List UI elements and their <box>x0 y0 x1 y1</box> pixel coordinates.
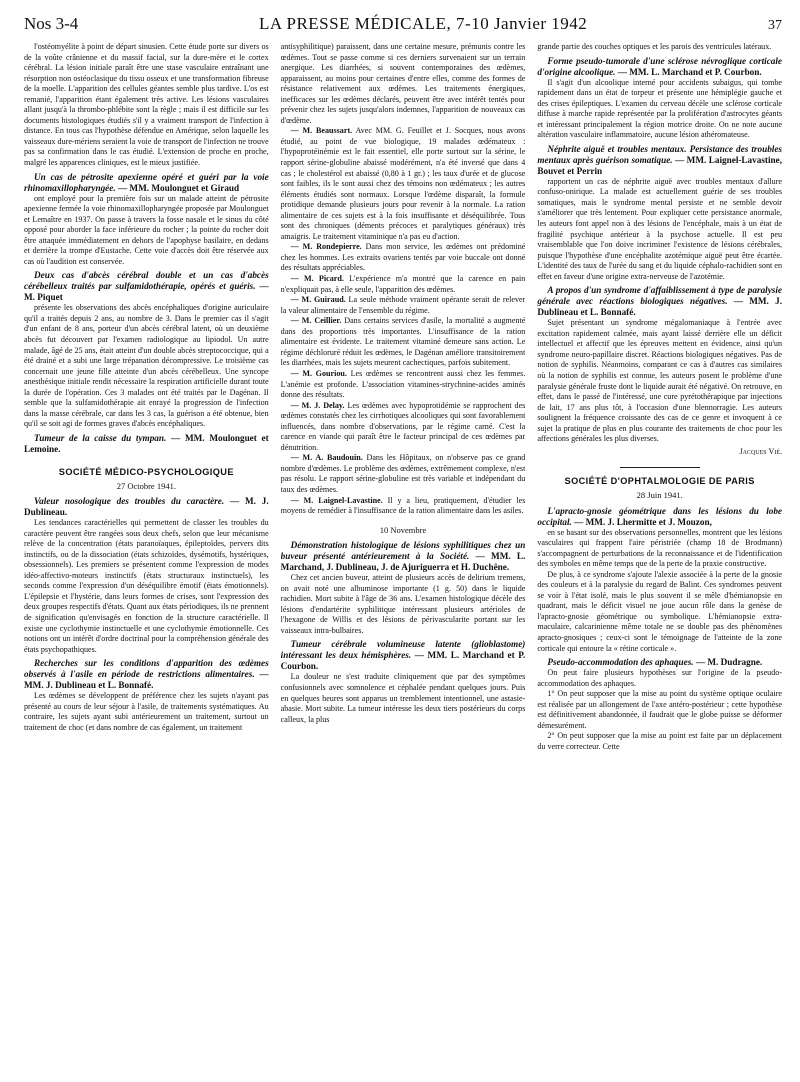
article-heading <box>537 144 782 177</box>
article-authors: — MM. L. Marchand et P. Courbon. <box>617 66 762 77</box>
paragraph: en se basant sur des observations personnelles, montrent que les lésions vasculaires qui frappent l'aire péristriée (champ 18 de Brodmann) s'accompagnent de perturbations de la reconnaissance et de l'identification des symboles en même temps que de la perte de la praxie constructive. <box>537 527 783 569</box>
article-title: Recherches sur les conditions d'apparition des œdèmes observés à l'asile en période de restrictions alimentaires. <box>24 658 269 680</box>
paragraph-text: Les œdèmes se rencontrent aussi chez les femmes. L'anémie est profonde. L'association vitamines-strychnine-acides aminés donne des résultats. <box>280 368 526 400</box>
text-columns <box>24 42 782 1082</box>
article-heading <box>537 285 782 318</box>
speaker-note: Avec MM. G. Feuillet et J. Socques, <box>355 126 484 136</box>
society-heading: SOCIÉTÉ D'OPHTALMOLOGIE DE PARIS <box>564 476 755 487</box>
column-1 <box>24 42 269 1082</box>
speaker: — M. Rondepierre. <box>290 242 362 252</box>
speaker: — M. A. Baudouin. <box>290 453 363 463</box>
paragraph: 2° On peut supposer que la mise au point est faite par un déplacement du verre correcteur. Cette <box>537 731 783 751</box>
paragraph: grande partie des couches optiques et les parois des ventricules latéraux. <box>537 42 772 51</box>
paragraph: ont employé pour la première fois sur un malade atteint de pétrosite apexienne fermée la voie rhinomaxillopharyngée proposée par Moulonguet et Lemaître en 1937. On passe à travers la fosse nasale et le sinus du côté opposé pour aborder la face inférieure du rocher ; la pointe du rocher doit être attaquée immédiatement en dehors de l'apophyse basilaire, en dedans et derrière la trompe d'Eustache. Cette voie d'accès doit être réservée aux cas où l'audition est conservée. <box>24 193 269 266</box>
article-heading <box>24 433 269 455</box>
paragraph-text: L'expérience m'a montré que la carence en pain n'expliquait pas, à elle seule, l'apparition des œdèmes. <box>280 274 526 294</box>
paragraph: On peut faire plusieurs hypothèses sur l'origine de la pseudo-accommodation des aphaques. <box>537 668 783 688</box>
article-heading <box>537 506 782 528</box>
speaker: — M. Ceillier. <box>290 316 342 326</box>
article-heading <box>281 639 526 672</box>
page-number: 37 <box>768 18 782 33</box>
paragraph-text: Les œdèmes avec hypoprotidémie se rapprochent des œdèmes constatés chez les cirrhotiques alcooliques qui sont favorablement influencés, dans nombre d'observations, par le régime carné. C'est la carence en viande qui paraît être le facteur principal de ces œdèmes par dénutrition. <box>280 400 526 452</box>
article-title: Valeur nosologique des troubles du caractère. <box>34 496 225 507</box>
paragraph: 1° On peut supposer que la mise au point du système optique oculaire est réalisée par un allongement de l'axe antéro-postérieur ; cette hypothèse est définitivement abandonnée, il faudrait que le globe puisse se déformer démesurément. <box>537 689 783 730</box>
article-heading <box>24 270 269 303</box>
article-authors: — MM. Moulonguet et Lemoine. <box>24 432 269 454</box>
article-title: L'apracto-gnosie géométrique dans les lésions du lobe occipital. <box>537 505 783 527</box>
discussion-paragraph <box>281 295 526 316</box>
speaker: — M. Guiraud. <box>290 295 346 305</box>
paragraph-text: Dans les Hôpitaux, on n'observe pas ce grand nombre d'œdèmes. Le problème des œdèmes, extrêmement complexe, n'est pas résolu. Le rapport sérine-globuline est très variable et indépendant du taux des œdèmes. <box>280 453 526 494</box>
paragraph: Sujet présentant un syndrome mégalomaniaque à l'entrée avec excitation rapidement calmée, mais ayant laissé derrière elle un déficit intellectuel et affectif que les épreuves mettent en évidence, ainsi qu'un syndrome neuro-papillaire discret. Réactions biologiques négatives. Pas de notion de syphilis. Néanmoins, comparant ce cas à d'autres cas similaires où la notion de syphilis est connue, les auteurs posent le problème d'une paralysie générale fruste dont le liquide aurait été négativé. On retrouve, en effet, dans le passé de l'intéressé, une cure pyrétothérapique par injections de lait, 17 ans plus tôt, à l'occasion d'une blennorragie. Les auteurs soulignent la fréquence croissante des cas de ce genre et invoquent à ce sujet la pratique de plus en plus courante des traitements de choc pour les affections générales les plus diverses. <box>537 318 783 444</box>
speaker: — M. Picard. <box>290 274 344 284</box>
paragraph-text: Dans certains services d'asile, la mortalité a augmenté dans des proportions très importantes. L'insuffisance de la ration alimentaire est évidente. Le traitement vitaminé demeure sans action. Le régime déchloruré réduit les œdèmes, le Dagénan améliore transitoirement les diarrhées, mais les sujets meurent cachectiques, parfois subitement. <box>280 316 526 368</box>
article-title: Forme pseudo-tumorale d'une sclérose névroglique corticale d'origine alcoolique. <box>537 55 783 77</box>
article-title: A propos d'un syndrome d'affaiblissement à type de paralysie générale avec réactions biologiques négatives. <box>537 285 783 307</box>
discussion-paragraph <box>281 496 526 517</box>
paragraph: rapportent un cas de néphrite aiguë avec troubles mentaux d'allure confuso-onirique. La malade est actuellement guérie de ses troubles somatiques, mais le syndrome mental persiste et ne semble devoir s'améliorer que très lentement. Pour expliquer cette persistance anormale, les auteurs font appel non à des lésions de l'encéphale, mais à un état de fragilité psychique antérieur à la psychose actuelle. Il est peu vraisemblable que l'on doive incriminer l'existence de lésions cérébrales, puisque l'hypothèse d'une encéphalite azotémique aiguë peut être écartée. L'identité des taux de l'urée du sang et du liquide céphalo-rachidien sont en effet en faveur d'une origine extra-nerveuse de l'azotémie. <box>537 176 783 281</box>
session-date: 27 Octobre 1941. <box>116 480 176 491</box>
discussion-paragraph <box>281 401 526 454</box>
paragraph: Chez cet ancien buveur, atteint de plusieurs accès de delirium tremens, on avait noté une albuminose importante (1 g. 50) dans le liquide rachidien. Mort subite à l'âge de 36 ans. L'examen histologique décèle des lésions d'endartérite syphilitique intéressant plusieurs artérioles de l'hexagone de Willis et des lésions de périvascularite portant sur les vaisseaux intra-bulbaires. <box>280 573 526 635</box>
discussion-paragraph <box>281 369 526 401</box>
article-title: Démonstration histologique de lésions syphilitiques chez un buveur présenté antérieurement à la Société. <box>280 540 526 562</box>
article-heading <box>537 657 782 668</box>
speaker: — M. Beaussart. <box>290 126 353 136</box>
section-divider <box>620 467 700 468</box>
session-date: 10 Novembre <box>379 524 427 535</box>
paragraph: présente les observations des abcès encéphaliques d'origine auriculaire qu'il a traités depuis 2 ans, au nombre de 3. Dans le premier cas il s'agit d'un enfant de 8 ans, porteur d'un abcès cérébral latent, où un deuxième abcès fut découvert par l'examen radiologique au lipiodol. Un autre malade, âgé de 25 ans, était atteint d'un double abcès streptococcique, qui a été drainé et a subi une large trépanation décompressive. Le troisième cas concernait une jeune fille atteinte d'un abcès cérébelleux. Une syncope anesthésique initiale rendit nécessaire la respiration artificielle durant toute la durée de l'opération. Ces 3 malades ont été traités par le Dagénan. Il semble que la sulfamidothérapie ait enrayé la progression de l'infection dans la masse cérébrale, car dans les 3 cas, la guérison a été obtenue, bien qu'il se soit agi de formes graves d'abcès encéphaliques. <box>24 303 269 429</box>
paragraph-text: Il y a lieu, pratiquement, d'étudier les moyens de remédier à l'insuffisance de la ration alimentaire dans les asiles. <box>280 495 526 516</box>
paragraph: antisyphilitique) paraissent, dans une certaine mesure, prémunis contre les œdèmes. Tout se passe comme si ces derniers survenaient sur un terrain anergique. Les diarrhées, si souvent contemporaines des œdèmes, apparaissent, au moins pour certaines d'entre elles, comme des formes de résistance relativement aux œdèmes. Les traitements énergiques, inefficaces sur les œdèmes déclarés, peuvent être avec intérêt tentés pour prévenir chez les sujets jusqu'alors indemnes, l'apparition de nouveaux cas d'œdème. <box>280 42 526 125</box>
article-title: Pseudo-accommodation des aphaques. <box>547 657 694 668</box>
column-2 <box>281 42 526 1082</box>
society-heading: SOCIÉTÉ MÉDICO-PSYCHOLOGIQUE <box>58 466 234 477</box>
paragraph-text: nous avons étudié, au point de vue biologique, 19 malades œdémateux : l'hypoprotéinémie est le fait essentiel, elle porte surtout sur la sérine, le rapport sérine-globuline abaissé modérément, n'a été inversé que dans 4 cas ; le cholestérol est abaissé (0,80 à 1 gr.) ; les taux d'urée et de glucose sont faibles, ils le sont aussi chez des témoins non œdémateux ; les autres éléments étudiés sont normaux. Lorsque l'œdème disparaît, la formule protidique demande plusieurs jours pour revenir à la normale. La ration alimentaire de ces sujets est à la fois insuffisante et déséquilibrée. Tous sont des chroniques (déments précoces et paralytiques généraux) très amaigris. Le traitement vitaminique n'a pas eu d'action. <box>280 126 526 241</box>
running-head <box>24 14 782 38</box>
discussion-paragraph <box>281 316 526 369</box>
speaker: — M. Gouriou. <box>290 368 347 378</box>
paragraph: Il s'agit d'un alcoolique interné pour accidents subaigus, qui tombe rapidement dans un état de torpeur et présente une hémiplégie gauche et des crises épileptiques. L'examen du cerveau décèle une sclérose corticale diffuse à marche rapide représentée par la prolifération d'astrocytes géants et intéressant principalement la région motrice droite. On ne note aucune altération vasculaire inflammatoire, aucune lésion athéromateuse. <box>537 77 783 140</box>
article-authors: — MM. Laignel-Lavastine, Bouvet et Perrin <box>537 154 783 176</box>
article-authors: — MM. J. Dublineau et L. Bonnafé. <box>537 296 783 318</box>
article-authors: — MM. J. Lhermitte et J. Mouzon, <box>574 516 712 527</box>
speaker: — M. Laignel-Lavastine. <box>290 495 383 505</box>
article-title: Un cas de pétrosite apexienne opéré et guéri par la voie rhinomaxillopharyngée. <box>24 171 269 193</box>
paragraph: La douleur ne s'est traduite cliniquement que par des symptômes confusionnels avec somnolence et céphalée pendant quelques jours. Puis en quelques heures sont apparus un tremblement intentionnel, une astasie-abasie. Mort subite. La tumeur intéresse les deux tiers postérieurs du corps calleux, la plus <box>280 672 526 724</box>
signature: Jacques Vié. <box>739 446 783 456</box>
journal-title: LA PRESSE MÉDICALE, 7-10 Janvier 1942 <box>259 14 588 33</box>
article-heading <box>24 172 269 194</box>
discussion-paragraph <box>281 126 526 242</box>
paragraph-text: La seule méthode vraiment opérante serait de relever la valeur alimentaire de l'ensemble du régime. <box>280 295 526 315</box>
article-authors: — MM. L. Marchand et P. Courbon. <box>280 650 526 672</box>
paragraph-text: Dans mon service, les œdèmes ont prédominé chez les hommes. Les extraits ovariens tentés par voie buccale ont donné des résultats appréciables. <box>280 242 526 273</box>
discussion-paragraph <box>281 242 526 274</box>
speaker: — M. J. Delay. <box>290 400 345 410</box>
article-heading <box>24 658 269 691</box>
article-heading <box>281 540 526 573</box>
article-authors: — M. Piquet <box>24 281 269 303</box>
paragraph: De plus, à ce syndrome s'ajoute l'alexie associée à la perte de la gnosie des couleurs et à la paralysie du regard de Balint. Ces syndromes peuvent se voir à l'état isolé, mais le plus souvent il se mêle d'hémianopsie en quadrant, mais le déficit visuel ne joue aucun rôle dans la genèse de l'apracto-gnosie géométrique ou symbolique. L'hémianopsie extra-maculaire, calcarinienne même totale ne se double pas des phénomènes apracto-gnosiques ; ceux-ci sont le témoignage de l'atteinte de la zone corticale qui entoure la « rétine corticale ». <box>537 569 783 653</box>
article-authors: — M. J. Dublineau. <box>24 496 269 518</box>
discussion-paragraph <box>281 453 526 495</box>
column-3 <box>537 42 782 1082</box>
paragraph: l'ostéomyélite à point de départ sinusien. Cette étude porte sur divers os de la voûte crânienne et du massif facial, sur la dure-mère et le cortex cérébral. La lésion initiale paraît être une stase vasculaire entraînant une résorption non ostéoclasique du tissu osseux et une transformation fibreuse de la moelle. L'apparition des cellules géantes semble plus tardive. L'os est remanié, l'apparition étant également très active. Les lésions vasculaires allant jusqu'à la thrombo-phlébite sont la règle ; mais il est difficile sur les documents histologiques étudiés s'il y a vraiment transport de l'infection à distance. En tous cas l'hypothèse défendue en Amérique, selon laquelle les vaisseaux dure-mériens seraient la voie de transport de l'infection ne trouve pas sa confirmation dans le cas étudié. L'extension de proche en proche, malgré les apparences cliniques, est le mieux justifiée. <box>24 42 269 168</box>
paragraph: Les œdèmes se développent de préférence chez les sujets n'ayant pas présenté au cours de leur séjour à l'asile, de traitements systématiques. Au contraire, les sujets ayant subi antérieurement un traitement, surtout un traitement de choc (et dans nombre de cas également, un traitement <box>24 691 269 732</box>
article-title: Tumeur de la caisse du tympan. <box>34 432 167 443</box>
session-date: 28 Juin 1941. <box>636 489 683 500</box>
article-heading <box>537 56 782 78</box>
article-heading <box>24 496 269 518</box>
article-title: Deux cas d'abcès cérébral double et un cas d'abcès cérébelleux traités par sulfamidothérapie, opérés et guéris. <box>24 270 269 292</box>
article-authors: — MM. L. Marchand, J. Dublineau, J. de Ajuriguerra et H. Duchêne. <box>280 551 526 573</box>
discussion-paragraph <box>281 274 526 295</box>
article-authors: — M. Dudragne. <box>695 657 763 668</box>
article-title: Tumeur cérébrale volumineuse latente (glioblastome) intéressant les deux hémisphères. <box>280 639 526 661</box>
article-authors: — MM. Moulonguet et Giraud <box>117 182 240 193</box>
article-title: Néphrite aiguë et troubles mentaux. Persistance des troubles mentaux après guérison somatique. <box>537 143 783 165</box>
issue-number: Nos 3-4 <box>24 14 79 33</box>
article-authors: — MM. J. Dublineau et L. Bonnafé. <box>24 669 269 691</box>
paragraph: Les tendances caractérielles qui permettent de classer les troubles du caractère peuvent être rangées sous deux chefs, selon que leur mécanisme relève de la concentration (états paranoïaques, épileptoïdes, pervers dits instinctifs, ou de la dissociation (états schizoïdes, dysémotifs, hystériques, obsessionnels). Les premiers se présentent comme l'expression de modes idéo-affectivo-moteurs instinctifs (états structuraux instinctuels), les seconds comme l'expression d'un déséquilibre émotif (états émotionnels). L'épilepsie et l'hystérie, dans leurs formes de crises, sont l'expression des deux groupes respectifs d'états. Quant aux états périodiques, ils ne prennent de signification qu'envisagés en fonction de la structure caractérielle. Il existe une cyclothymie instinctuelle et une cyclothymie émotionnelle. Ces notions ont un intérêt d'ordre doctrinal pour la compréhension générale des états psychopathiques. <box>24 518 269 654</box>
